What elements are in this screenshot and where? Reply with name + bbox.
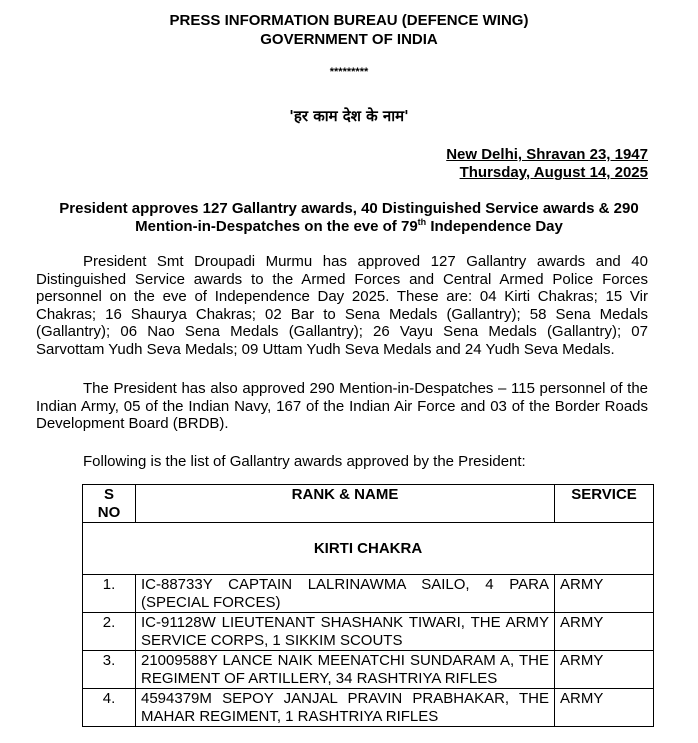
separator-stars: ********* (329, 66, 369, 78)
table-row (83, 651, 654, 689)
row-service: ARMY (555, 651, 654, 689)
row-rank-name: 21009588Y LANCE NAIK MEENATCHI SUNDARAM A, THE REGIMENT OF ARTILLERY, 34 RASHTRIYA RIFLES (136, 651, 555, 689)
paragraph-list-intro: Following is the list of Gallantry awards approved by the President: (83, 453, 526, 470)
section-row (83, 523, 654, 575)
title-ordinal-suffix: th (417, 217, 427, 227)
title-line-1: President approves 127 Gallantry awards, 40 Distinguished Service awards & 290 (59, 200, 639, 217)
paragraph-mention-in-despatches: The President has also approved 290 Mention-in-Despatches – 115 personnel of the Indian Army, 05 of the Indian Navy, 167 of the Indian Air Force and 03 of the Border Roads Development Board (BRDB). (36, 380, 648, 433)
paragraph-awards-summary: President Smt Droupadi Murmu has approved 127 Gallantry awards and 40 Distinguished Service awards to the Armed Forces and Central Armed Police Forces personnel on the eve of Independence Day 2025. These are: 04 Kirti Chakras; 15 Vir Chakras; 16 Shaurya Chakras; 02 Bar to Sena Medals (Gallantry); 58 Sena Medals (Gallantry); 06 Nao Sena Medals (Gallantry); 26 Vayu Sena Medals (Gallantry); 07 Sarvottam Yudh Seva Medals; 09 Uttam Yudh Seva Medals and 24 Yudh Seva Medals. (36, 253, 648, 358)
title-line-2 (34, 218, 664, 236)
gallantry-awards-table (82, 484, 654, 727)
header-rank-name: RANK & NAME (136, 485, 555, 523)
table-row (83, 575, 654, 613)
row-service: ARMY (555, 689, 654, 727)
press-release-title (34, 200, 664, 236)
row-rank-name: IC-88733Y CAPTAIN LALRINAWMA SAILO, 4 PARA (SPECIAL FORCES) (136, 575, 555, 613)
row-service: ARMY (555, 575, 654, 613)
place-date: New Delhi, Shravan 23, 1947 (446, 146, 648, 163)
row-rank-name: IC-91128W LIEUTENANT SHASHANK TIWARI, THE ARMY SERVICE CORPS, 1 SIKKIM SCOUTS (136, 613, 555, 651)
row-rank-name: 4594379M SEPOY JANJAL PRAVIN PRABHAKAR, THE MAHAR REGIMENT, 1 RASHTRIYA RIFLES (136, 689, 555, 727)
header-service: SERVICE (555, 485, 654, 523)
motto: 'हर काम देश के नाम' (289, 107, 409, 125)
section-title-kirti-chakra: KIRTI CHAKRA (83, 523, 654, 575)
bureau-name: PRESS INFORMATION BUREAU (DEFENCE WING) (169, 12, 529, 29)
row-serial: 1. (83, 575, 136, 613)
title-line-2-end: Independence Day (426, 218, 563, 235)
row-serial: 2. (83, 613, 136, 651)
row-serial: 3. (83, 651, 136, 689)
row-service: ARMY (555, 613, 654, 651)
table-row (83, 613, 654, 651)
government-name: GOVERNMENT OF INDIA (260, 31, 438, 48)
title-line-2-text: Mention-in-Despatches on the eve of 79 (135, 218, 418, 235)
day-date: Thursday, August 14, 2025 (459, 164, 648, 181)
table-row (83, 689, 654, 727)
row-serial: 4. (83, 689, 136, 727)
header-serial-number: S NO (83, 485, 136, 523)
table-header-row (83, 485, 654, 523)
